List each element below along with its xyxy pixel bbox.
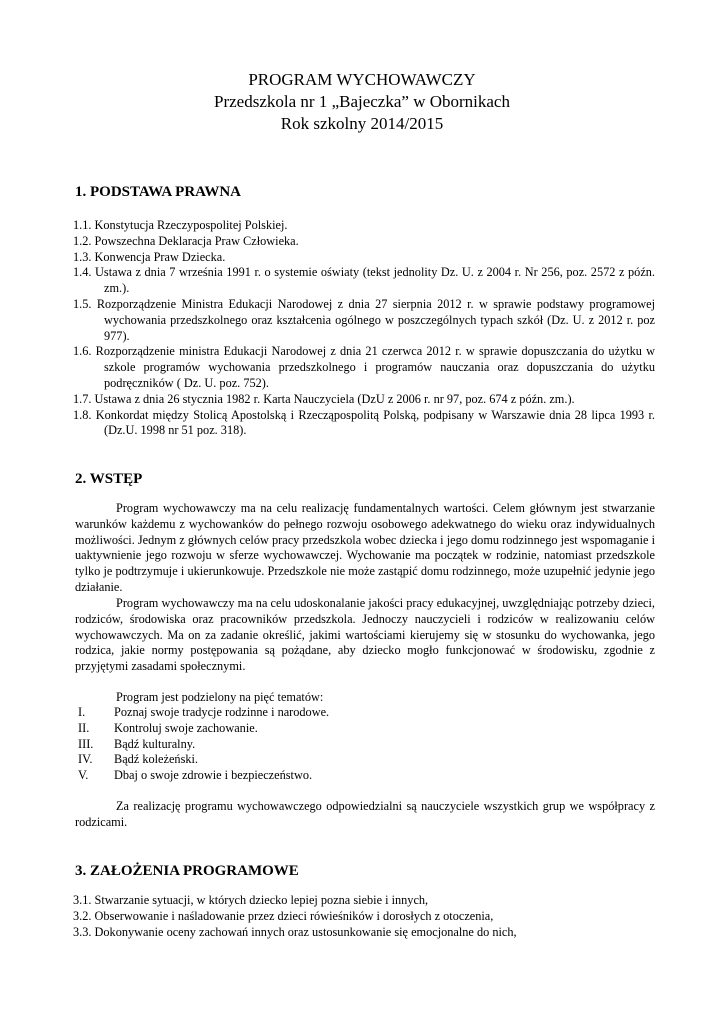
topic-text: Kontroluj swoje zachowanie. (114, 720, 258, 735)
topic-number: IV. (78, 752, 93, 767)
topic-number: II. (78, 720, 90, 735)
list-item: 3.1. Stwarzanie sytuacji, w których dziecko lepiej pozna siebie i innych, (73, 893, 429, 907)
topics-list (78, 705, 329, 784)
list-item: 1.4. Ustawa z dnia 7 września 1991 r. o systemie oświaty (tekst jednolity Dz. U. z 2004 r. Nr 256, poz. 2572 z późn. zm.). (73, 265, 655, 296)
list-item: 1.6. Rozporządzenie ministra Edukacji Narodowej z dnia 21 czerwca 2012 r. w sprawie dopuszczania do użytku w szkole programów wychowania przedszkolnego i programów nauczania oraz dopuszczania do użytku podręczników ( Dz. U. poz. 752). (73, 344, 655, 390)
responsibility-paragraph: Za realizację programu wychowawczego odpowiedzialni są nauczyciele wszystkich grup we współpracy z rodzicami. (75, 799, 655, 829)
school-year: Rok szkolny 2014/2015 (280, 114, 444, 133)
intro-paragraph-2: Program wychowawczy ma na celu udoskonalanie jakości pracy edukacyjnej, uwzględniając potrzeby dzieci, rodziców, środowiska oraz pracowników przedszkola. Jednoczy nauczycieli i rodziców w realizowaniu celów wychowawczych. Ma on za zadanie określić, jakimi wartościami kierujemy się w stosunku do wychowanka, jego rodzica, jakie normy postępowania są pożądane, aby dziecko mogło funkcjonować w środowisku, zgodnie z przyjętymi zasadami społecznymi. (75, 596, 655, 674)
topic-text: Bądź kulturalny. (114, 736, 196, 751)
document-subtitle: Przedszkola nr 1 „Bajeczka” w Obornikach (214, 92, 510, 111)
topic-item (78, 721, 329, 737)
topic-number: III. (78, 736, 94, 751)
topics-intro: Program jest podzielony na pięć tematów: (116, 690, 324, 704)
list-item: 1.8. Konkordat między Stolicą Apostolską i Rzecząpospolitą Polską, podpisany w Warszawie dnia 28 lipca 1993 r. (Dz.U. 1998 nr 51 poz. 318). (73, 407, 655, 438)
list-item: 1.5. Rozporządzenie Ministra Edukacji Narodowej z dnia 27 sierpnia 2012 r. w sprawie podstawy programowej wychowania przedszkolnego oraz kształcenia ogólnego w poszczególnych typach szkół (Dz. U. z 2012 r. poz 977). (73, 296, 655, 343)
topic-item (78, 737, 329, 753)
section-2-heading: 2. WSTĘP (75, 471, 143, 487)
section-1-list (73, 218, 655, 439)
section-3-heading: 3. ZAŁOŻENIA PROGRAMOWE (75, 863, 299, 879)
list-item: 3.3. Dokonywanie oceny zachowań innych oraz ustosunkowanie się emocjonalne do nich, (73, 924, 517, 939)
topic-text: Bądź koleżeński. (114, 752, 199, 767)
list-item: 1.2. Powszechna Deklaracja Praw Człowieka. (73, 233, 299, 248)
list-item: 1.3. Konwencja Praw Dziecka. (73, 249, 226, 264)
topic-item (78, 705, 329, 721)
list-item: 1.1. Konstytucja Rzeczypospolitej Polskiej. (73, 218, 288, 232)
list-item: 1.7. Ustawa z dnia 26 stycznia 1982 r. Karta Nauczyciela (DzU z 2006 r. nr 97, poz. 674 z późn. zm.). (73, 391, 575, 406)
section-1-heading: 1. PODSTAWA PRAWNA (75, 184, 241, 200)
topic-text: Dbaj o swoje zdrowie i bezpieczeństwo. (114, 768, 313, 783)
topic-item (78, 752, 329, 768)
section-3-list (73, 893, 663, 940)
topic-item (78, 768, 329, 784)
topic-number: I. (78, 705, 86, 719)
topic-number: V. (78, 768, 89, 783)
list-item: 3.2. Obserwowanie i naśladowanie przez dzieci rówieśników i dorosłych z otoczenia, (73, 908, 494, 923)
document-title: PROGRAM WYCHOWAWCZY (248, 70, 476, 89)
intro-paragraph-1: Program wychowawczy ma na celu realizację fundamentalnych wartości. Celem głównym jest stwarzanie warunków każdemu z wychowanków do pełnego rozwoju osobowego adekwatnego do wieku oraz indywidualnych możliwości. Jednym z głównych celów pracy przedszkola wobec dziecka i jego domu rodzinnego jest wspomaganie i uaktywnienie jego rozwoju w sferze wychowawczej. Wychowanie ma początek w rodzinie, natomiast przedszkole tylko je podtrzymuje i ukierunkowuje. Przedszkole nie może zastąpić domu rodzinnego, może uzupełnić jedynie jego działanie. (75, 501, 655, 594)
topic-text: Poznaj swoje tradycje rodzinne i narodowe. (114, 705, 330, 719)
